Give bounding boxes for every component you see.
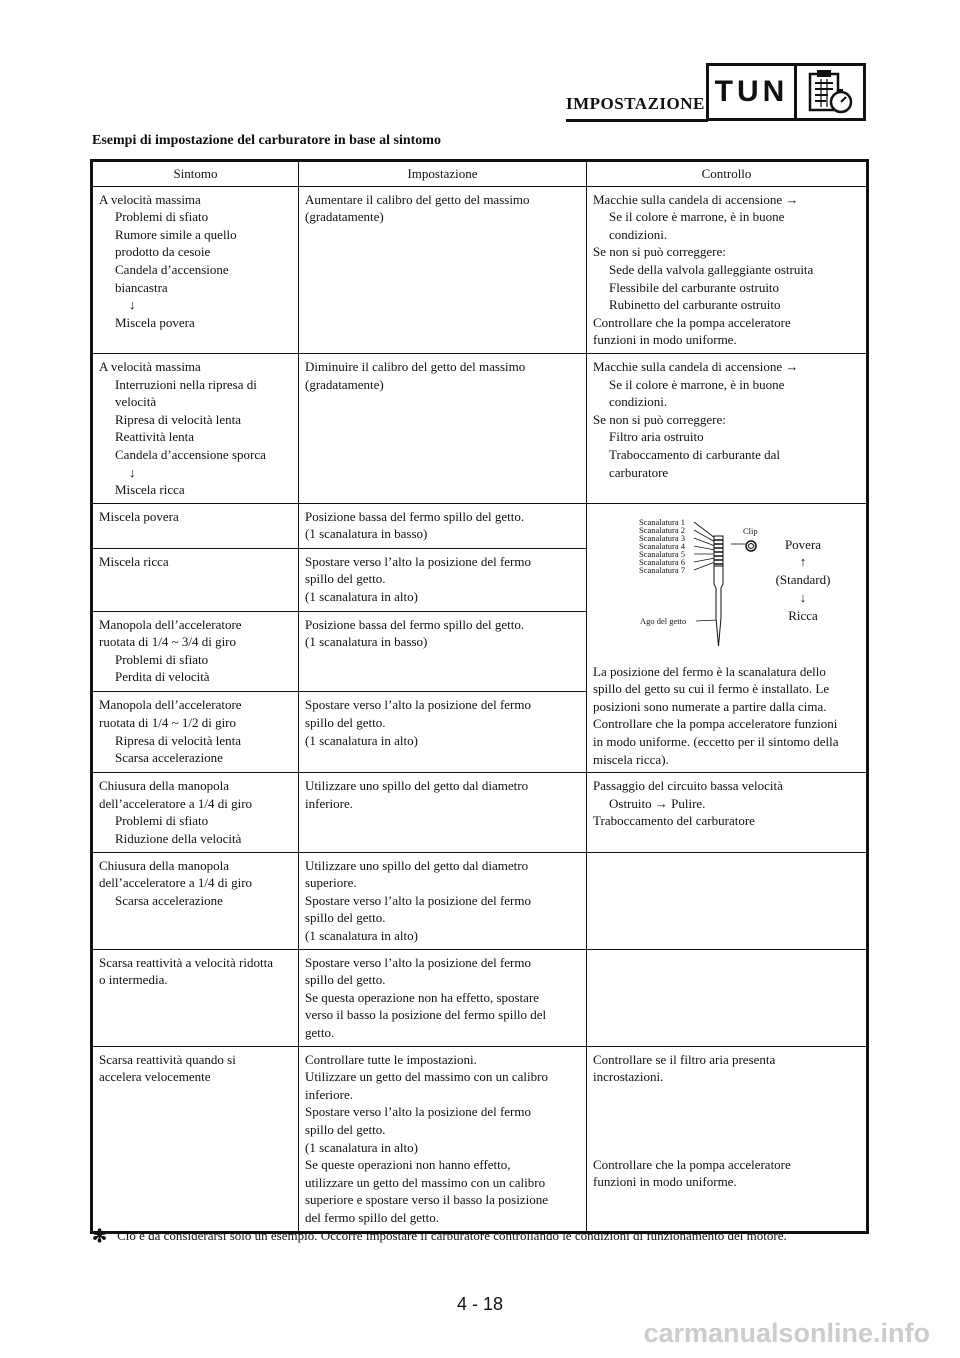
symptom-cell [92,353,299,503]
line: del fermo spillo del getto. [305,1209,439,1225]
spacer [593,1086,860,1156]
line: (1 scanalatura in alto) [305,732,418,748]
line: (1 scanalatura in basso) [305,526,428,542]
line: Posizione bassa del fermo spillo del getto. [305,616,525,632]
groove-label: Scanalatura 3 [639,532,686,543]
line: Se non si può correggere: [593,244,726,260]
line: Spostare verso l’alto la posizione del fermo [305,892,531,908]
line: Scarsa reattività a velocità ridotta [99,954,273,970]
line: Candela d’accensione [115,261,229,277]
line: spillo del getto su cui il fermo è installato. Le [593,681,830,697]
line: Se il colore è marrone, è in buone [609,376,785,392]
table-row [92,186,868,353]
line: Controllare che la pompa acceleratore funzioni [593,716,838,732]
line: Scarsa reattività quando si [99,1051,236,1067]
table-row [92,773,868,852]
table-row [92,949,868,1046]
groove-label: Scanalatura 6 [639,556,686,567]
line: Utilizzare uno spillo del getto dal diametro [305,857,529,873]
header-rule [566,119,708,122]
clipboard-stopwatch-icon [797,66,863,118]
table-row [92,353,868,503]
check-cell [587,1046,868,1232]
symptom-cell [92,548,299,611]
groove-label: Scanalatura 4 [639,540,686,551]
line: Traboccamento del carburatore [593,813,755,829]
line: dell’acceleratore a 1/4 di giro [99,795,253,811]
line: Utilizzare uno spillo del getto dal diametro [305,778,529,794]
diagram-note [593,663,860,769]
header-title: IMPOSTAZIONE [566,94,705,113]
line: funzioni in modo uniforme. [593,332,737,348]
jet-needle-diagram [593,510,859,650]
line: Problemi di sfiato [115,813,209,829]
setting-cell [299,548,587,611]
line: (1 scanalatura in alto) [305,1139,418,1155]
line: inferiore. [305,795,354,811]
line: Se questa operazione non ha effetto, spostare [305,989,540,1005]
tun-label: TUN [709,66,797,118]
line: verso il basso la posizione del fermo spillo del [305,1007,547,1023]
rich-label: Ricca [788,607,818,623]
table-row [92,852,868,949]
line: Spostare verso l’alto la posizione del fermo [305,697,531,713]
line: ruotata di 1/4 ~ 1/2 di giro [99,714,237,730]
line: Miscela povera [115,314,195,330]
line: Sede della valvola galleggiante ostruita [609,261,814,277]
check-cell [587,353,868,503]
line: (gradatamente) [305,376,384,392]
line: Problemi di sfiato [115,651,209,667]
groove-label: Scanalatura 5 [639,548,686,559]
table-row [92,503,868,548]
line: Chiusura della manopola [99,857,229,873]
line: Interruzioni nella ripresa di [115,376,257,392]
line: Macchie sulla candela di accensione → [593,358,799,374]
symptom-cell [92,611,299,692]
standard-label: (Standard) [775,571,831,587]
line: Reattività lenta [115,429,195,445]
line: Passaggio del circuito bassa velocità [593,778,783,794]
footnote [92,1226,787,1247]
line: (1 scanalatura in basso) [305,634,428,650]
check-cell [587,186,868,353]
line: inferiore. [305,1086,354,1102]
footnote-text: Ciò è da considerarsi solo un esempio. Occorre impostare il carburatore controllando le condizioni di funzionamento del motore. [117,1228,787,1243]
line: biancastra [115,279,168,295]
line: Scarsa accelerazione [115,892,223,908]
groove-label: Scanalatura 7 [639,564,686,575]
line: Scarsa accelerazione [115,750,223,766]
symptom-cell [92,1046,299,1232]
line: spillo del getto. [305,714,386,730]
groove-label: Scanalatura 1 [639,516,686,527]
asterisk-icon: ✻ [92,1226,108,1246]
col-header-controllo: Controllo [587,161,868,187]
line: in modo uniforme. (eccetto per il sintomo della [593,734,839,750]
line: Se non si può correggere: [593,411,726,427]
col-header-sintomo: Sintomo [92,161,299,187]
line: dell’acceleratore a 1/4 di giro [99,875,253,891]
line: spillo del getto. [305,1121,386,1137]
line: Problemi di sfiato [115,209,209,225]
tun-badge [706,63,866,121]
down-arrow: ↓ [129,297,136,313]
symptom-cell [92,503,299,548]
check-cell [587,773,868,852]
line: Controllare tutte le impostazioni. [305,1051,477,1067]
line: (1 scanalatura in alto) [305,928,418,943]
line: Rubinetto del carburante ostruito [609,297,781,313]
page-number: 4 - 18 [456,1294,504,1314]
setting-cell [299,611,587,692]
line: Posizione bassa del fermo spillo del getto. [305,508,525,524]
setting-cell [299,852,587,949]
line: superiore. [305,875,357,891]
line: incrostazioni. [593,1069,664,1085]
line: Macchie sulla candela di accensione → [593,191,799,207]
check-cell [587,949,868,1046]
line: Spostare verso l’alto la posizione del fermo [305,954,531,970]
needle-label: Ago del getto [640,615,687,626]
symptom-cell [92,949,299,1046]
setting-cell [299,773,587,852]
line: Riduzione della velocità [115,831,242,847]
line: Diminuire il calibro del getto del massimo [305,358,526,374]
symptom-cell [92,692,299,773]
line: spillo del getto. [305,910,386,926]
symptom-cell [92,773,299,852]
line: Controllare se il filtro aria presenta [593,1051,776,1067]
line: Spostare verso l’alto la posizione del fermo [305,1104,531,1120]
line: Aumentare il calibro del getto del massimo [305,191,530,207]
line: Ostruito → Pulire. [609,795,706,811]
line: ruotata di 1/4 ~ 3/4 di giro [99,634,237,650]
line: condizioni. [609,226,668,242]
setting-cell [299,353,587,503]
setting-cell [299,692,587,773]
table-row [92,1046,868,1232]
symptom-cell [92,852,299,949]
line: posizioni sono numerate a partire dalla cima. [593,698,827,714]
line: Utilizzare un getto del massimo con un calibro [305,1069,548,1085]
line: accelera velocemente [99,1069,211,1085]
line: funzioni in modo uniforme. [593,1174,737,1190]
line: superiore e spostare verso il basso la posizione [305,1192,548,1208]
line: getto. [305,1024,335,1040]
line: spillo del getto. [305,972,386,988]
line: (1 scanalatura in alto) [305,588,418,604]
line: carburatore [609,464,669,480]
line: Rumore simile a quello [115,226,237,242]
line: condizioni. [609,394,668,410]
line: Flessibile del carburante ostruito [609,279,780,295]
line: utilizzare un getto del massimo con un calibro [305,1174,546,1190]
line: Spostare verso l’alto la posizione del fermo [305,553,531,569]
line: miscela ricca). [593,751,669,767]
line: prodotto da cesoie [115,244,211,260]
check-cell [587,852,868,949]
line: Controllare che la pompa acceleratore [593,314,791,330]
symptom-cell [92,186,299,353]
col-header-impostazione: Impostazione [299,161,587,187]
symptom-table [90,159,869,1234]
line: velocità [115,394,157,410]
line: Controllare che la pompa acceleratore [593,1156,791,1172]
setting-cell [299,1046,587,1232]
line: Miscela povera [99,508,179,524]
line: A velocità massima [99,191,201,207]
up-arrow: ↑ [799,553,807,569]
setting-cell [299,949,587,1046]
section-title: Esempi di impostazione del carburatore in base al sintomo [92,133,441,148]
line: Ripresa di velocità lenta [115,411,241,427]
setting-cell [299,186,587,353]
line: Se queste operazioni non hanno effetto, [305,1157,511,1173]
line: Candela d’accensione sporca [115,446,266,462]
line: Miscela ricca [115,482,185,498]
line: o intermedia. [99,972,168,988]
line: (gradatamente) [305,209,384,225]
table-header [92,161,868,187]
line: Perdita di velocità [115,669,210,685]
down-arrow: ↓ [799,589,807,605]
setting-cell [299,503,587,548]
clip-label: Clip [743,525,758,536]
line: Se il colore è marrone, è in buone [609,209,785,225]
groove-label: Scanalatura 2 [639,524,686,535]
line: Ripresa di velocità lenta [115,732,241,748]
down-arrow: ↓ [129,464,136,480]
line: Chiusura della manopola [99,778,229,794]
watermark: carmanualsonline.info [643,1318,930,1348]
line: Manopola dell’acceleratore [99,697,242,713]
line: spillo del getto. [305,571,386,587]
line: Miscela ricca [99,553,169,569]
line: Manopola dell’acceleratore [99,616,242,632]
line: Traboccamento di carburante dal [609,446,780,462]
lean-label: Povera [784,536,822,552]
jet-needle-diagram-cell [587,503,868,773]
line: La posizione del fermo è la scanalatura dello [593,663,826,679]
line: Filtro aria ostruito [609,429,704,445]
line: A velocità massima [99,358,201,374]
